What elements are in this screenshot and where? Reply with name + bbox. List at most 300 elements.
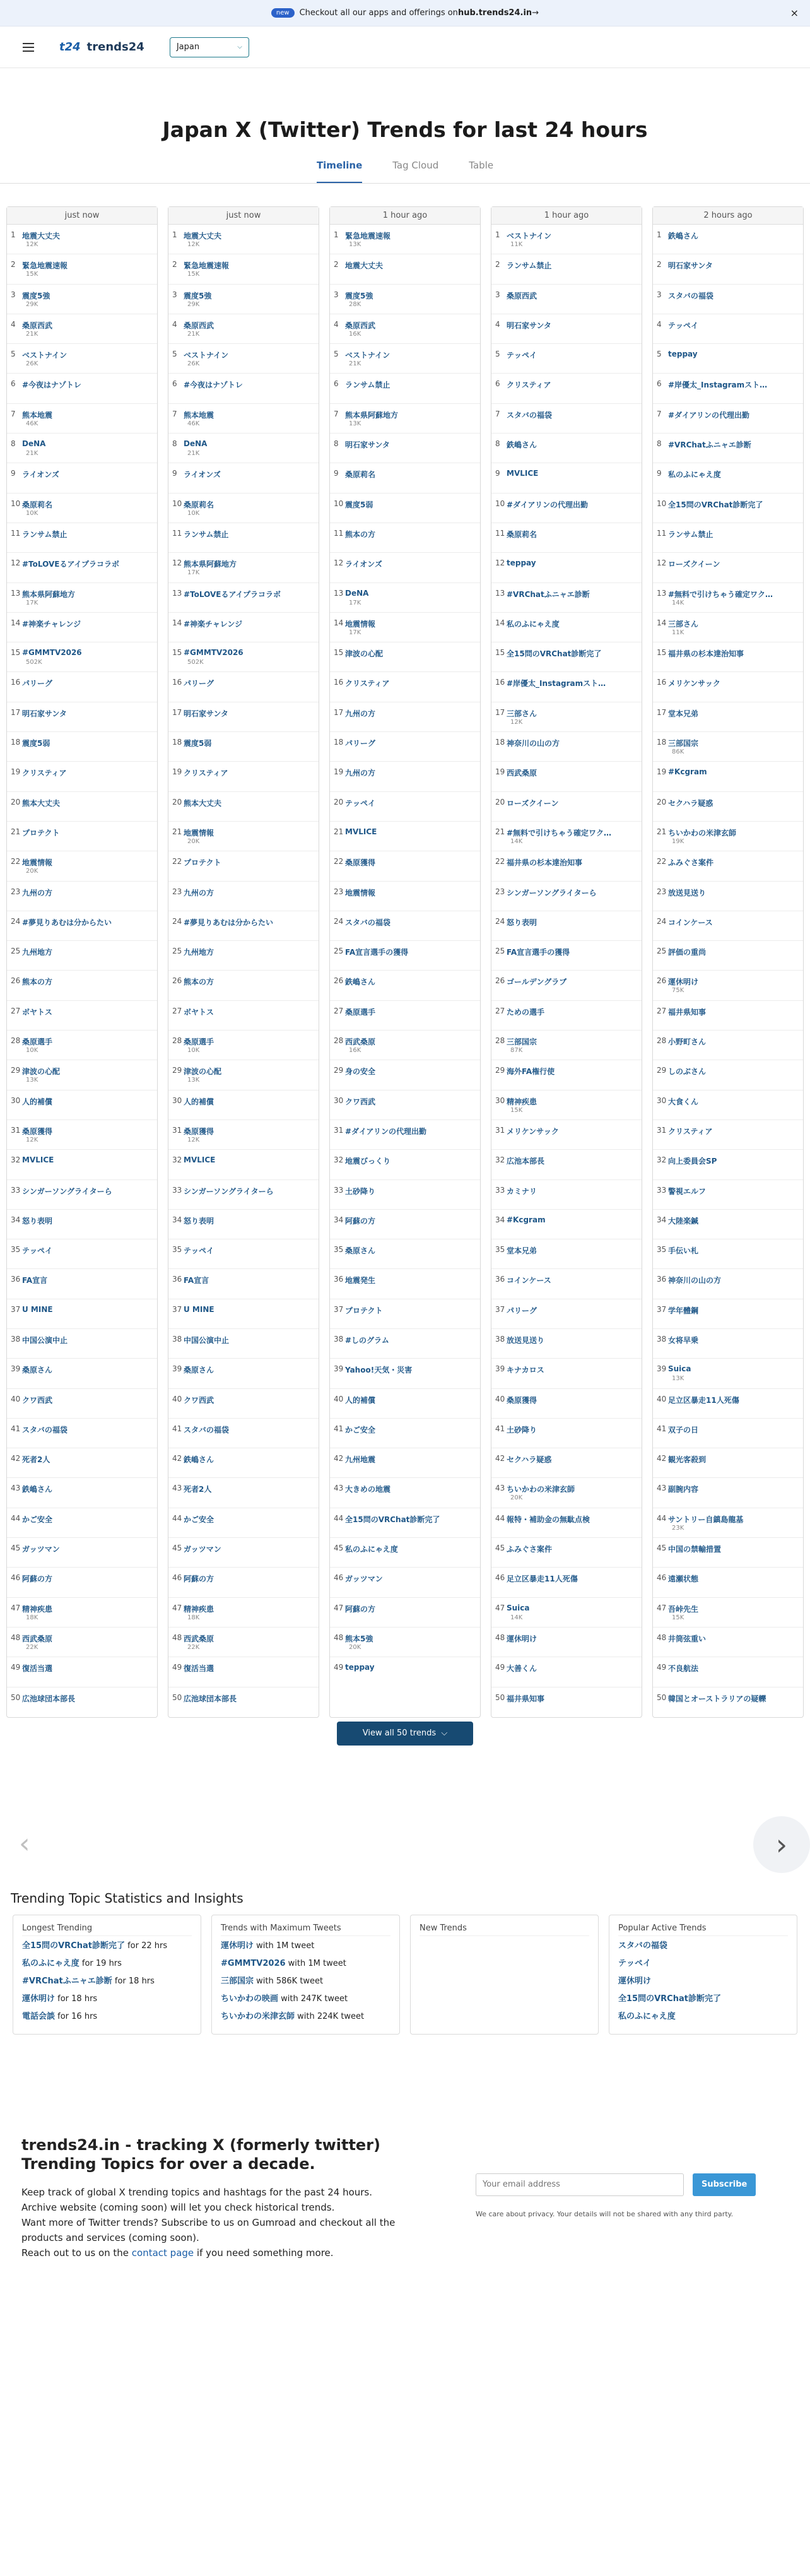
trend-item[interactable] [330,762,480,791]
trend-item[interactable] [330,1150,480,1179]
trend-item[interactable] [7,1628,157,1657]
trend-name[interactable]: 熊本5強 [345,1634,373,1643]
trend-item[interactable] [653,1299,803,1329]
trend-item[interactable] [330,374,480,403]
stats-trend-link[interactable]: 全15問のVRChat診断完了 [22,1941,125,1951]
trend-name[interactable]: ランサム禁止 [22,529,68,539]
trend-item[interactable] [330,941,480,971]
trend-name[interactable]: ベストナイン [507,232,552,240]
trend-name[interactable]: 三部国宗 [668,739,699,748]
trend-item[interactable] [491,404,642,434]
trend-name[interactable]: #Kcgram [668,767,707,777]
trend-item[interactable] [330,1001,480,1031]
trend-name[interactable]: ちいかわの米津玄師 [668,828,737,837]
trend-item[interactable] [330,1180,480,1210]
trend-item[interactable] [653,971,803,1000]
trend-name[interactable]: シンガーソングライターら [22,1186,112,1196]
email-input[interactable] [476,2173,684,2196]
trend-name[interactable]: 西武桑原 [345,1037,376,1047]
trend-name[interactable]: 九州地方 [184,948,214,957]
trend-item[interactable] [330,642,480,672]
trend-name[interactable]: 三部国宗 [507,1037,537,1047]
trend-name[interactable]: FA宣言選手の獲得 [345,948,409,957]
trend-item[interactable] [330,1329,480,1359]
trend-item[interactable] [491,314,642,344]
trend-name[interactable]: クワ西武 [184,1395,214,1405]
trend-item[interactable] [653,702,803,732]
trend-name[interactable]: 吾峠先生 [668,1604,699,1614]
trend-item[interactable] [491,1150,642,1179]
trend-item[interactable] [7,971,157,1000]
trend-name[interactable]: U MINE [184,1304,214,1314]
trend-item[interactable] [653,463,803,493]
trend-name[interactable]: 不良航法 [668,1664,699,1674]
trend-name[interactable]: DeNA [22,439,46,449]
trend-item[interactable] [491,374,642,403]
trend-item[interactable] [7,1687,157,1717]
trend-name[interactable]: 人的補償 [22,1097,53,1106]
trend-name[interactable]: 熊本大丈夫 [22,798,61,808]
trend-item[interactable] [168,434,319,463]
trend-item[interactable] [653,882,803,911]
trend-name[interactable]: クリスティア [22,769,67,778]
trend-item[interactable] [491,1538,642,1568]
trend-item[interactable] [330,1478,480,1508]
trend-item[interactable] [7,374,157,403]
trend-item[interactable] [7,1478,157,1508]
trend-item[interactable] [168,1448,319,1478]
trend-item[interactable] [330,1031,480,1060]
trend-name[interactable]: かご安全 [345,1425,376,1434]
trend-item[interactable] [653,1568,803,1597]
trend-name[interactable]: ふみぐさ案件 [668,858,714,868]
trend-name[interactable]: ちいかわの米津玄師 [507,1485,575,1494]
stats-trend-link[interactable]: 私のふにゃえ度 [22,1958,79,1968]
logo[interactable] [59,40,144,54]
hub-link[interactable]: hub.trends24.in [457,8,532,18]
stats-trend-link[interactable]: 運休明け [221,1941,254,1951]
trend-name[interactable]: 私のふにゃえ度 [345,1545,398,1554]
trend-item[interactable] [168,523,319,553]
trend-item[interactable] [491,762,642,791]
trend-item[interactable] [491,642,642,672]
trend-name[interactable]: 九州の方 [345,769,376,778]
trend-item[interactable] [330,1419,480,1448]
trend-item[interactable] [491,1120,642,1150]
trend-item[interactable] [7,1598,157,1628]
trend-name[interactable]: 三部さん [668,619,699,629]
trend-item[interactable] [330,404,480,434]
trend-name[interactable]: #Kcgram [507,1215,546,1224]
trend-name[interactable]: 死者2人 [184,1485,212,1494]
trend-item[interactable] [7,1001,157,1031]
trend-name[interactable]: 九州地震 [345,1455,376,1465]
trend-item[interactable] [7,1419,157,1448]
trend-name[interactable]: 死者2人 [22,1455,50,1465]
trend-item[interactable] [168,553,319,582]
trend-name[interactable]: 地震情報 [345,888,376,897]
trend-item[interactable] [330,851,480,881]
trend-name[interactable]: 大陸楽鍼 [668,1216,699,1226]
trend-name[interactable]: 明石家サンタ [184,709,228,718]
trend-name[interactable]: スタバの福袋 [22,1425,68,1434]
trend-name[interactable]: 観光客殺到 [668,1455,707,1465]
trend-name[interactable]: #今夜はナゾトレ [184,381,243,390]
trend-name[interactable]: 放送見送り [668,888,707,897]
trend-name[interactable]: 堂本兄弟 [507,1246,537,1256]
trend-item[interactable] [491,285,642,314]
trend-item[interactable] [330,882,480,911]
trend-item[interactable] [653,434,803,463]
trend-item[interactable] [330,254,480,284]
trend-item[interactable] [7,941,157,971]
trend-name[interactable]: ゴールデングラブ [507,978,567,987]
trend-name[interactable]: #VRChatふニャエ診断 [668,440,751,450]
trend-item[interactable] [168,374,319,403]
trend-name[interactable]: 九州地方 [22,948,53,957]
trend-name[interactable]: 地震情報 [22,858,53,868]
trend-item[interactable] [168,971,319,1000]
trend-name[interactable]: 中国の禁輸措置 [668,1545,722,1554]
trend-item[interactable] [168,882,319,911]
trend-name[interactable]: 福井県の杉本達治知事 [668,649,744,659]
trend-name[interactable]: #ダイアリンの代理出勤 [345,1126,426,1136]
trend-name[interactable]: 復活当選 [22,1664,53,1674]
next-arrow-icon[interactable]: › [753,1816,810,1873]
trend-name[interactable]: 震度5強 [345,291,373,300]
trend-item[interactable] [330,1299,480,1329]
trend-name[interactable]: 西武桑原 [507,769,537,778]
trend-name[interactable]: パリーグ [345,739,376,748]
trend-name[interactable]: #神楽チャレンジ [22,619,81,629]
trend-name[interactable]: 九州の方 [184,888,214,897]
trend-item[interactable] [7,225,157,254]
trend-name[interactable]: 震度5強 [22,291,50,300]
trend-item[interactable] [653,1180,803,1210]
trend-item[interactable] [7,642,157,672]
trend-item[interactable] [168,642,319,672]
trend-name[interactable]: 運休明け [507,1634,537,1643]
trend-item[interactable] [491,493,642,523]
trend-name[interactable]: 鉄嶋さん [668,232,699,240]
trend-name[interactable]: 熊本地震 [22,410,53,420]
trend-name[interactable]: 神奈川の山の方 [668,1276,722,1285]
trend-name[interactable]: 神奈川の山の方 [507,739,560,748]
trend-name[interactable]: 大きめの地震 [345,1485,391,1494]
trend-item[interactable] [330,434,480,463]
stats-trend-link[interactable]: 三部国宗 [221,1976,254,1986]
trend-name[interactable]: 明石家サンタ [507,321,551,330]
close-icon[interactable]: × [790,7,799,19]
trend-name[interactable]: 警視エルフ [668,1186,707,1196]
trend-name[interactable]: 遠瀬状態 [668,1575,699,1584]
trend-name[interactable]: セクハラ疑惑 [668,798,713,808]
trend-name[interactable]: テッペイ [22,1246,53,1256]
trend-name[interactable]: かご安全 [184,1515,214,1524]
trend-item[interactable] [653,1389,803,1419]
trend-item[interactable] [7,613,157,642]
trend-name[interactable]: メリケンサック [668,679,720,688]
trend-name[interactable]: 明石家サンタ [345,440,390,450]
trend-item[interactable] [491,1508,642,1538]
trend-name[interactable]: 精神疾患 [22,1604,53,1614]
trend-item[interactable] [168,941,319,971]
trend-name[interactable]: 井筒弦重い [668,1634,707,1643]
trend-name[interactable]: 身の安全 [345,1067,376,1077]
trend-item[interactable] [653,344,803,374]
trend-name[interactable]: 緊急地震速報 [22,261,68,271]
trend-name[interactable]: 阿蘇の方 [22,1575,53,1584]
trend-item[interactable] [7,1508,157,1538]
trend-name[interactable]: 桑原さん [345,1246,376,1256]
trend-item[interactable] [7,882,157,911]
trend-name[interactable]: カミナリ [507,1186,537,1196]
trend-name[interactable]: 震度5強 [184,291,212,300]
trend-item[interactable] [653,1687,803,1717]
trend-name[interactable]: スタバの福袋 [507,410,552,420]
trend-item[interactable] [168,1568,319,1597]
trend-name[interactable]: 土砂降り [345,1186,376,1196]
trend-item[interactable] [330,344,480,374]
trend-name[interactable]: パリーグ [184,679,214,688]
trend-name[interactable]: 大食くん [668,1097,699,1106]
trend-item[interactable] [7,344,157,374]
country-select[interactable] [170,37,249,57]
trend-item[interactable] [330,1389,480,1419]
trend-name[interactable]: 鉄嶋さん [345,978,376,987]
trend-name[interactable]: 韓国とオーストラリアの疑轢 [668,1694,766,1703]
trend-name[interactable]: ライオンズ [184,470,221,480]
trend-name[interactable]: 大善くん [507,1664,537,1674]
trend-item[interactable] [491,1359,642,1388]
trend-name[interactable]: Suica [668,1364,691,1374]
trend-name[interactable]: クリスティア [345,679,390,688]
trend-item[interactable] [168,285,319,314]
trend-name[interactable]: 精神疾患 [184,1604,214,1614]
tab-tag-cloud[interactable]: Tag Cloud [392,160,439,171]
trend-name[interactable]: Yahoo!天気・災害 [345,1366,413,1375]
trend-name[interactable]: FA宣言 [184,1276,209,1285]
trend-name[interactable]: ライオンズ [345,560,382,569]
trend-name[interactable]: 中国公演中止 [22,1335,68,1345]
trend-item[interactable] [168,493,319,523]
trend-item[interactable] [7,762,157,791]
trend-name[interactable]: 足立区暴走11人死傷 [668,1395,739,1405]
trend-name[interactable]: teppay [345,1663,375,1672]
trend-name[interactable]: 桑原選手 [22,1037,53,1047]
trend-item[interactable] [653,314,803,344]
trend-item[interactable] [168,1508,319,1538]
trend-item[interactable] [330,1239,480,1269]
trend-name[interactable]: MVLICE [22,1155,54,1165]
trend-name[interactable]: 復活当選 [184,1664,214,1674]
trend-item[interactable] [330,1060,480,1090]
trend-name[interactable]: teppay [668,350,698,359]
trend-item[interactable] [653,1210,803,1239]
trend-item[interactable] [168,1150,319,1179]
trend-name[interactable]: 放送見送り [507,1335,545,1345]
trend-item[interactable] [491,1657,642,1687]
trend-name[interactable]: 明石家サンタ [22,709,67,718]
trend-name[interactable]: プロテクト [22,828,60,837]
trend-item[interactable] [7,911,157,941]
trend-name[interactable]: 怒り表明 [22,1216,53,1226]
trend-item[interactable] [330,672,480,702]
trend-name[interactable]: 鉄嶋さん [22,1485,53,1494]
trend-name[interactable]: スタバの福袋 [668,291,713,300]
trend-name[interactable]: ボヤトス [22,1007,52,1017]
trend-item[interactable] [7,1299,157,1329]
trend-item[interactable] [653,1239,803,1269]
trend-name[interactable]: 地震情報 [345,619,376,629]
trend-item[interactable] [168,1419,319,1448]
trend-item[interactable] [168,463,319,493]
trend-item[interactable] [653,1448,803,1478]
trend-item[interactable] [168,404,319,434]
trend-item[interactable] [330,613,480,642]
trend-name[interactable]: 九州の方 [22,888,53,897]
trend-item[interactable] [491,1448,642,1478]
trend-name[interactable]: #夢見りあむは分からたい [22,918,112,927]
trend-name[interactable]: 広池球団本部長 [22,1694,76,1703]
trend-name[interactable]: ベストナイン [22,351,68,360]
trend-name[interactable]: 桑原西武 [184,321,214,330]
trend-name[interactable]: 鉄嶋さん [507,440,537,450]
trend-item[interactable] [7,553,157,582]
trend-name[interactable]: 鉄嶋さん [184,1455,214,1465]
subscribe-button[interactable]: Subscribe [693,2173,756,2196]
trend-item[interactable] [330,1090,480,1120]
trend-item[interactable] [653,792,803,822]
trend-item[interactable] [168,1329,319,1359]
trend-name[interactable]: ライオンズ [22,470,59,480]
trend-name[interactable]: ランサム禁止 [345,381,390,390]
trend-item[interactable] [168,911,319,941]
trend-item[interactable] [653,1508,803,1538]
trend-item[interactable] [653,672,803,702]
trend-name[interactable]: 地震大丈夫 [345,261,384,271]
trend-name[interactable]: 女将早乗 [668,1335,699,1345]
trend-name[interactable]: 桑原獲得 [345,858,376,868]
view-all-button[interactable]: View all 50 trends ⌵ [337,1722,473,1746]
trend-item[interactable] [168,851,319,881]
trend-name[interactable]: U MINE [22,1304,53,1314]
trend-item[interactable] [330,1598,480,1628]
trend-item[interactable] [491,882,642,911]
trend-item[interactable] [7,1568,157,1597]
trend-name[interactable]: 双子の日 [668,1425,699,1434]
trend-item[interactable] [653,583,803,613]
trend-name[interactable]: 桑原西武 [507,291,537,300]
trend-name[interactable]: 熊本県阿蘇地方 [22,589,76,599]
trend-item[interactable] [7,1031,157,1060]
trend-item[interactable] [168,1299,319,1329]
trend-item[interactable] [653,1478,803,1508]
trend-name[interactable]: #ダイアリンの代理出勤 [507,500,588,509]
trend-name[interactable]: Suica [507,1603,530,1612]
trend-name[interactable]: 桑原獲得 [184,1126,214,1136]
trend-name[interactable]: FA宣言 [22,1276,48,1285]
trend-name[interactable]: MVLICE [507,469,539,478]
trend-item[interactable] [7,1359,157,1388]
trend-item[interactable] [330,971,480,1000]
trend-name[interactable]: ランサム禁止 [507,261,552,271]
trend-item[interactable] [330,285,480,314]
stats-trend-link[interactable]: #GMMTV2026 [221,1958,286,1968]
trend-name[interactable]: 九州の方 [345,709,376,718]
trend-name[interactable]: 人的補償 [184,1097,214,1106]
trend-item[interactable] [491,822,642,851]
trend-item[interactable] [168,254,319,284]
trend-item[interactable] [330,702,480,732]
trend-item[interactable] [7,1389,157,1419]
trend-name[interactable]: 福井県知事 [507,1694,545,1703]
trend-item[interactable] [653,1657,803,1687]
trend-name[interactable]: 地震情報 [184,828,214,837]
trend-name[interactable]: #GMMTV2026 [22,648,82,658]
trend-item[interactable] [168,732,319,762]
trend-item[interactable] [491,792,642,822]
trend-name[interactable]: ベストナイン [184,351,229,360]
trend-item[interactable] [653,374,803,403]
trend-name[interactable]: ランサム禁止 [668,529,713,539]
tab-table[interactable]: Table [469,160,494,171]
trend-name[interactable]: 阿蘇の方 [345,1604,376,1614]
trend-item[interactable] [168,1120,319,1150]
trend-name[interactable]: 熊本の方 [184,978,214,987]
trend-name[interactable]: ガッツマン [184,1545,221,1554]
trend-item[interactable] [168,762,319,791]
trend-name[interactable]: #岸優太_Instagramスト… [507,679,606,688]
trend-item[interactable] [7,463,157,493]
trend-name[interactable]: 精神疾患 [507,1097,537,1106]
trend-item[interactable] [330,1120,480,1150]
trend-name[interactable]: ガッツマン [22,1545,60,1554]
trend-name[interactable]: 評価の重尚 [668,948,707,957]
trend-name[interactable]: #ダイアリンの代理出勤 [668,410,749,420]
trend-name[interactable]: ランサム禁止 [184,529,229,539]
trend-item[interactable] [491,613,642,642]
trend-item[interactable] [491,1001,642,1031]
trend-item[interactable] [653,1598,803,1628]
trend-name[interactable]: MVLICE [184,1155,216,1165]
trend-item[interactable] [491,1180,642,1210]
trend-name[interactable]: 熊本の方 [22,978,53,987]
trend-item[interactable] [330,1538,480,1568]
trend-name[interactable]: キナカロス [507,1366,544,1375]
trend-item[interactable] [330,523,480,553]
trend-name[interactable]: クリスティア [184,769,228,778]
trend-item[interactable] [168,1090,319,1120]
trend-name[interactable]: 中国公演中止 [184,1335,230,1345]
trend-name[interactable]: 怒り表明 [184,1216,214,1226]
stats-trend-link[interactable]: 運休明け [618,1976,652,1986]
trend-item[interactable] [330,732,480,762]
trend-item[interactable] [653,1359,803,1388]
trend-name[interactable]: テッペイ [668,321,699,330]
trend-name[interactable]: 阿蘇の方 [184,1575,214,1584]
trend-name[interactable]: 私のふにゃえ度 [668,470,721,480]
trend-name[interactable]: 震度5弱 [22,739,50,748]
trend-name[interactable]: クリスティア [507,381,551,390]
trend-item[interactable] [330,553,480,582]
trend-item[interactable] [7,285,157,314]
trend-name[interactable]: 全15問のVRChat診断完了 [668,500,763,509]
trend-item[interactable] [491,1628,642,1657]
trend-name[interactable]: 熊本大丈夫 [184,798,222,808]
trend-name[interactable]: #しのグラム [345,1335,389,1345]
trend-name[interactable]: スタバの福袋 [184,1425,229,1434]
